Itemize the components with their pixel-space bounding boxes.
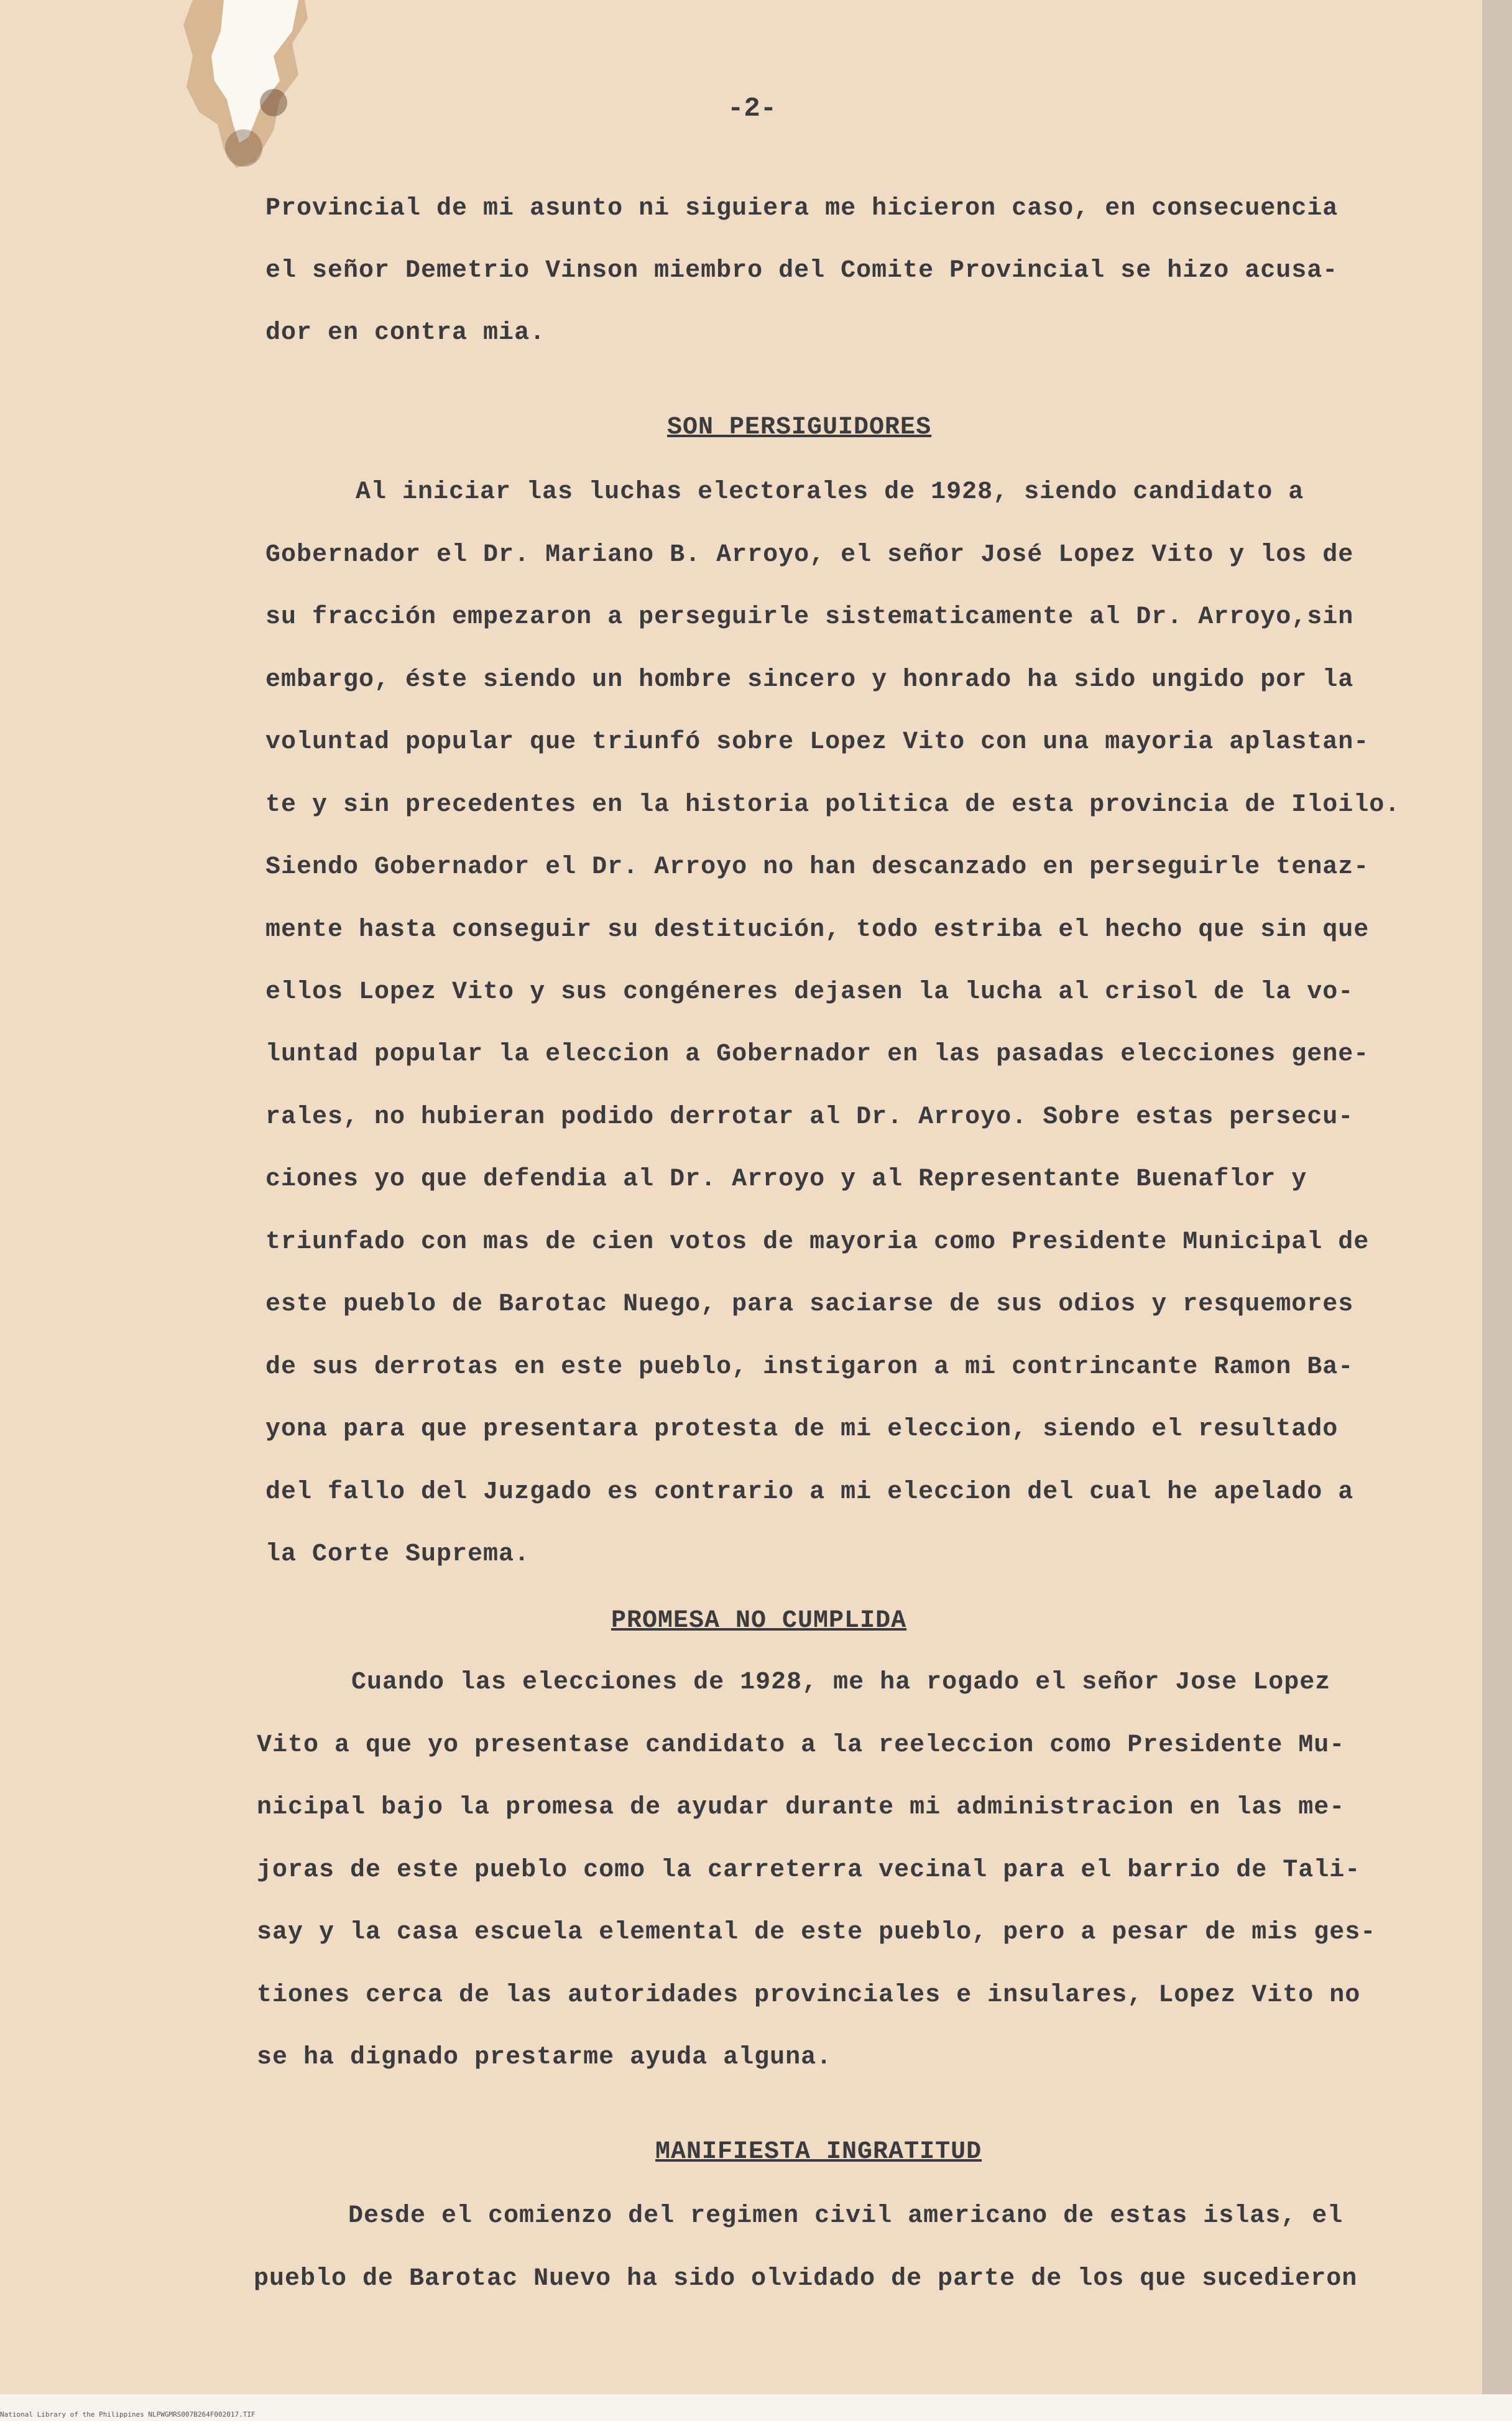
text-line: te y sin precedentes en la historia politica de esta provincia de Iloilo. [265,791,1401,819]
text-line: Provincial de mi asunto ni siguiera me hicieron caso, en consecuencia [265,195,1339,223]
text-line: tiones cerca de las autoridades provinciales e insulares, Lopez Vito no [257,1981,1361,2009]
paper-damage-stain [180,0,317,174]
text-line: rales, no hubieran podido derrotar al Dr. Arroyo. Sobre estas persecu- [265,1103,1354,1131]
text-line: de sus derrotas en este pueblo, instigaron a mi contrincante Ramon Ba- [265,1353,1354,1381]
text-line: nicipal bajo la promesa de ayudar durante mi administracion en las me- [257,1794,1345,1822]
text-line: el señor Demetrio Vinson miembro del Comite Provincial se hizo acusa- [265,257,1339,285]
text-line: triunfado con mas de cien votos de mayoria como Presidente Municipal de [265,1228,1370,1256]
text-line: su fracción empezaron a perseguirle sistematicamente al Dr. Arroyo,sin [265,603,1354,631]
section-heading: SON PERSIGUIDORES [667,414,932,442]
text-line: luntad popular la eleccion a Gobernador en las pasadas elecciones gene- [265,1040,1370,1068]
text-line: joras de este pueblo como la carreterra vecinal para el barrio de Tali- [257,1856,1361,1884]
archive-footer: National Library of the Philippines NLPWGMRS007B264F002017.TIF [0,2410,256,2419]
text-line: Desde el comienzo del regimen civil americano de estas islas, el [348,2202,1344,2230]
text-line: del fallo del Juzgado es contrario a mi eleccion del cual he apelado a [265,1478,1354,1506]
text-line: ciones yo que defendia al Dr. Arroyo y al Representante Buenaflor y [265,1165,1307,1193]
text-line: Siendo Gobernador el Dr. Arroyo no han descanzado en perseguirle tenaz- [265,853,1370,881]
text-line: mente hasta conseguir su destitución, todo estriba el hecho que sin que [265,916,1370,944]
text-line: este pueblo de Barotac Nuego, para saciarse de sus odios y resquemores [265,1290,1354,1318]
scan-edge [1482,0,1512,2421]
text-line: Gobernador el Dr. Mariano B. Arroyo, el señor José Lopez Vito y los de [265,541,1354,569]
text-line: say y la casa escuela elemental de este pueblo, pero a pesar de mis ges- [257,1919,1376,1947]
text-line: yona para que presentara protesta de mi eleccion, siendo el resultado [265,1415,1339,1443]
section-heading: MANIFIESTA INGRATITUD [655,2138,982,2166]
page-number: -2- [727,93,777,124]
text-line: embargo, éste siendo un hombre sincero y honrado ha sido ungido por la [265,666,1354,694]
text-line: Al iniciar las luchas electorales de 1928, siendo candidato a [356,478,1304,506]
text-line: la Corte Suprema. [265,1540,530,1568]
text-line: Vito a que yo presentase candidato a la reeleccion como Presidente Mu- [257,1731,1345,1759]
text-line: dor en contra mia. [265,319,546,347]
text-line: se ha dignado prestarme ayuda alguna. [257,2044,832,2072]
text-line: ellos Lopez Vito y sus congéneres dejasen la lucha al crisol de la vo- [265,978,1354,1006]
text-line: pueblo de Barotac Nuevo ha sido olvidado de parte de los que sucedieron [254,2265,1358,2293]
text-line: voluntad popular que triunfó sobre Lopez Vito con una mayoria aplastan- [265,728,1370,756]
section-heading: PROMESA NO CUMPLIDA [611,1607,907,1635]
text-line: Cuando las elecciones de 1928, me ha rogado el señor Jose Lopez [351,1669,1331,1697]
